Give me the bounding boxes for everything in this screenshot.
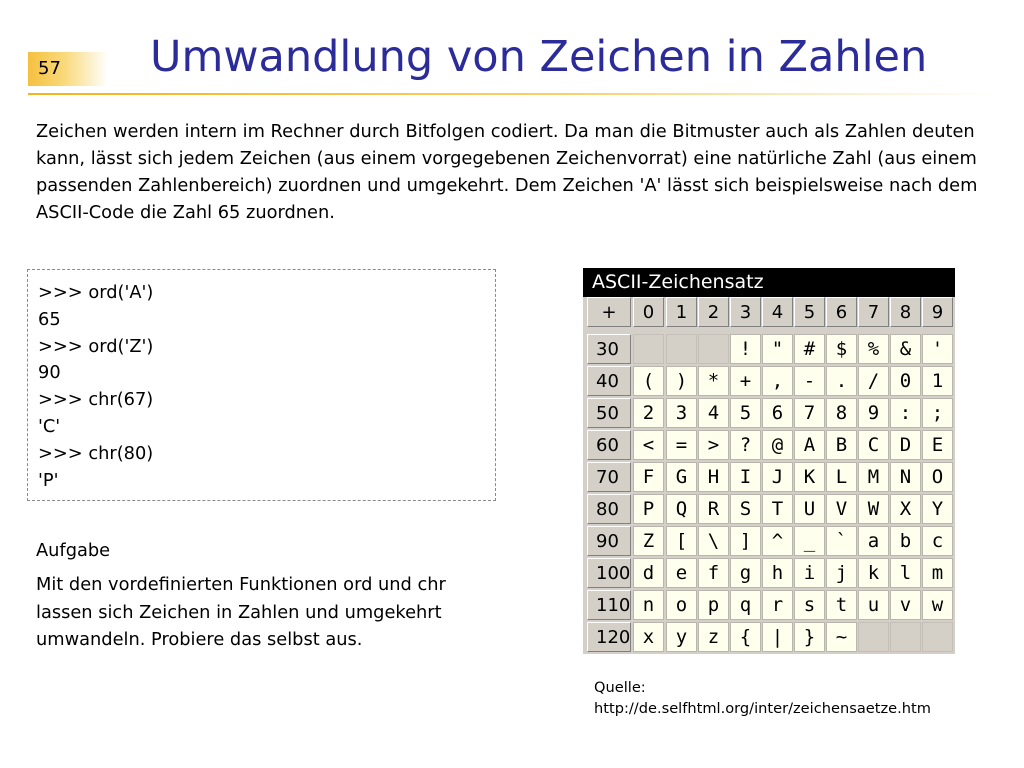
ascii-char-cell: (: [633, 366, 664, 396]
ascii-column-header: 4: [762, 297, 793, 327]
ascii-char-cell: t: [826, 590, 857, 620]
code-line: >>> ord('A'): [38, 282, 154, 303]
ascii-empty-cell: [858, 622, 889, 652]
ascii-char-cell: 3: [666, 398, 697, 428]
ascii-char-cell: f: [698, 558, 729, 588]
ascii-char-cell: z: [698, 622, 729, 652]
source-citation: [594, 677, 931, 719]
ascii-char-cell: ,: [762, 366, 793, 396]
ascii-char-cell: _: [794, 526, 825, 556]
ascii-char-cell: 2: [633, 398, 664, 428]
ascii-char-cell: L: [826, 462, 857, 492]
ascii-char-cell: Y: [922, 494, 953, 524]
ascii-char-cell: A: [794, 430, 825, 460]
ascii-char-cell: ]: [730, 526, 761, 556]
ascii-char-cell: 8: [826, 398, 857, 428]
ascii-char-cell: M: [858, 462, 889, 492]
ascii-char-cell: ': [922, 334, 953, 364]
ascii-char-cell: P: [633, 494, 664, 524]
ascii-column-header: 7: [858, 297, 889, 327]
ascii-column-header: 5: [794, 297, 825, 327]
ascii-char-cell: ": [762, 334, 793, 364]
ascii-char-cell: a: [858, 526, 889, 556]
ascii-char-cell: ): [666, 366, 697, 396]
ascii-char-cell: U: [794, 494, 825, 524]
ascii-char-cell: {: [730, 622, 761, 652]
ascii-char-cell: D: [890, 430, 921, 460]
ascii-char-cell: T: [762, 494, 793, 524]
ascii-row-header: 70: [587, 462, 631, 492]
ascii-char-cell: !: [730, 334, 761, 364]
ascii-char-cell: ;: [922, 398, 953, 428]
ascii-row-header: 60: [587, 430, 631, 460]
task-heading: Aufgabe: [36, 540, 111, 561]
ascii-column-header: 9: [922, 297, 953, 327]
slide-title: Umwandlung von Zeichen in Zahlen: [150, 32, 928, 82]
ascii-char-cell: g: [730, 558, 761, 588]
ascii-corner-header: +: [587, 297, 631, 327]
ascii-char-cell: `: [826, 526, 857, 556]
code-example-box: [27, 269, 496, 501]
ascii-char-cell: e: [666, 558, 697, 588]
ascii-char-cell: Z: [633, 526, 664, 556]
ascii-char-cell: l: [890, 558, 921, 588]
ascii-char-cell: =: [666, 430, 697, 460]
ascii-char-cell: C: [858, 430, 889, 460]
title-divider: [28, 93, 993, 95]
ascii-char-cell: .: [826, 366, 857, 396]
ascii-char-cell: +: [730, 366, 761, 396]
ascii-char-cell: I: [730, 462, 761, 492]
ascii-char-cell: c: [922, 526, 953, 556]
ascii-char-cell: 4: [698, 398, 729, 428]
ascii-row-header: 80: [587, 494, 631, 524]
ascii-char-cell: v: [890, 590, 921, 620]
ascii-char-cell: V: [826, 494, 857, 524]
ascii-table-title: ASCII-Zeichensatz: [583, 268, 955, 297]
ascii-char-cell: n: [633, 590, 664, 620]
code-line: >>> ord('Z'): [38, 335, 154, 357]
ascii-char-cell: x: [633, 622, 664, 652]
ascii-char-cell: G: [666, 462, 697, 492]
ascii-row-header: 90: [587, 526, 631, 556]
ascii-char-cell: X: [890, 494, 921, 524]
ascii-char-cell: E: [922, 430, 953, 460]
ascii-char-cell: q: [730, 590, 761, 620]
ascii-char-cell: r: [762, 590, 793, 620]
ascii-char-cell: %: [858, 334, 889, 364]
source-label: Quelle:: [594, 679, 646, 696]
ascii-table-image: [583, 268, 955, 654]
ascii-char-cell: |: [762, 622, 793, 652]
ascii-row-header: 50: [587, 398, 631, 428]
ascii-char-cell: ~: [826, 622, 857, 652]
ascii-char-cell: s: [794, 590, 825, 620]
ascii-char-cell: N: [890, 462, 921, 492]
ascii-char-cell: F: [633, 462, 664, 492]
ascii-char-cell: $: [826, 334, 857, 364]
ascii-row-header: 40: [587, 366, 631, 396]
ascii-char-cell: <: [633, 430, 664, 460]
ascii-column-header: 1: [666, 297, 697, 327]
ascii-column-header: 2: [698, 297, 729, 327]
ascii-char-cell: h: [762, 558, 793, 588]
ascii-row-header: 120: [587, 622, 631, 652]
ascii-char-cell: -: [794, 366, 825, 396]
ascii-row-header: 110: [587, 590, 631, 620]
ascii-char-cell: :: [890, 398, 921, 428]
ascii-char-cell: *: [698, 366, 729, 396]
code-line: >>> chr(80): [38, 442, 154, 464]
ascii-char-cell: 6: [762, 398, 793, 428]
ascii-char-cell: 5: [730, 398, 761, 428]
ascii-char-cell: &: [890, 334, 921, 364]
ascii-column-header: 3: [730, 297, 761, 327]
ascii-char-cell: w: [922, 590, 953, 620]
ascii-row-header: 30: [587, 334, 631, 364]
ascii-char-cell: \: [698, 526, 729, 556]
ascii-row-header: 100: [587, 558, 631, 588]
intro-paragraph: Zeichen werden intern im Rechner durch Bitfolgen codiert. Da man die Bitmuster auch als Zahlen deuten kann, lässt sich jedem Zeichen (aus einem vorgegebenen Zeichenvorrat) eine natürliche Zahl (aus einem passenden Zahlenbereich) zuordnen und umgekehrt. Dem Zeichen 'A' lässt sich beispielsweise nach dem ASCII-Code die Zahl 65 zuordnen.: [36, 121, 978, 223]
code-line: >>> chr(67): [38, 389, 154, 411]
ascii-char-cell: R: [698, 494, 729, 524]
ascii-char-cell: 9: [858, 398, 889, 428]
ascii-char-cell: /: [858, 366, 889, 396]
ascii-char-cell: Q: [666, 494, 697, 524]
ascii-empty-cell: [666, 334, 697, 364]
ascii-char-cell: J: [762, 462, 793, 492]
ascii-char-cell: d: [633, 558, 664, 588]
ascii-empty-cell: [633, 334, 664, 364]
ascii-char-cell: O: [922, 462, 953, 492]
ascii-char-cell: ?: [730, 430, 761, 460]
ascii-char-cell: W: [858, 494, 889, 524]
code-line: 65: [38, 308, 61, 330]
ascii-char-cell: y: [666, 622, 697, 652]
code-line: 90: [38, 362, 61, 384]
code-line: 'C': [38, 415, 61, 437]
ascii-char-cell: 0: [890, 366, 921, 396]
ascii-column-header: 6: [826, 297, 857, 327]
ascii-column-header: 0: [633, 297, 664, 327]
ascii-char-cell: k: [858, 558, 889, 588]
ascii-char-cell: B: [826, 430, 857, 460]
source-url: http://de.selfhtml.org/inter/zeichensaetze.htm: [594, 700, 931, 717]
ascii-char-cell: o: [666, 590, 697, 620]
ascii-char-cell: p: [698, 590, 729, 620]
ascii-char-cell: }: [794, 622, 825, 652]
ascii-empty-cell: [922, 622, 953, 652]
ascii-char-cell: j: [826, 558, 857, 588]
ascii-empty-cell: [890, 622, 921, 652]
ascii-char-cell: #: [794, 334, 825, 364]
ascii-char-cell: H: [698, 462, 729, 492]
ascii-char-cell: K: [794, 462, 825, 492]
ascii-char-cell: m: [922, 558, 953, 588]
task-text: Mit den vordefinierten Funktionen ord und chr lassen sich Zeichen in Zahlen und umgekehrt umwandeln. Probiere das selbst aus.: [36, 574, 446, 650]
ascii-char-cell: i: [794, 558, 825, 588]
code-line: 'P': [38, 469, 59, 491]
ascii-char-cell: ^: [762, 526, 793, 556]
ascii-char-cell: b: [890, 526, 921, 556]
ascii-char-cell: u: [858, 590, 889, 620]
ascii-char-cell: S: [730, 494, 761, 524]
ascii-char-cell: [: [666, 526, 697, 556]
ascii-char-cell: >: [698, 430, 729, 460]
ascii-column-header: 8: [890, 297, 921, 327]
ascii-char-cell: @: [762, 430, 793, 460]
ascii-empty-cell: [698, 334, 729, 364]
ascii-char-cell: 7: [794, 398, 825, 428]
ascii-char-cell: 1: [922, 366, 953, 396]
page-number: 57: [28, 52, 108, 86]
